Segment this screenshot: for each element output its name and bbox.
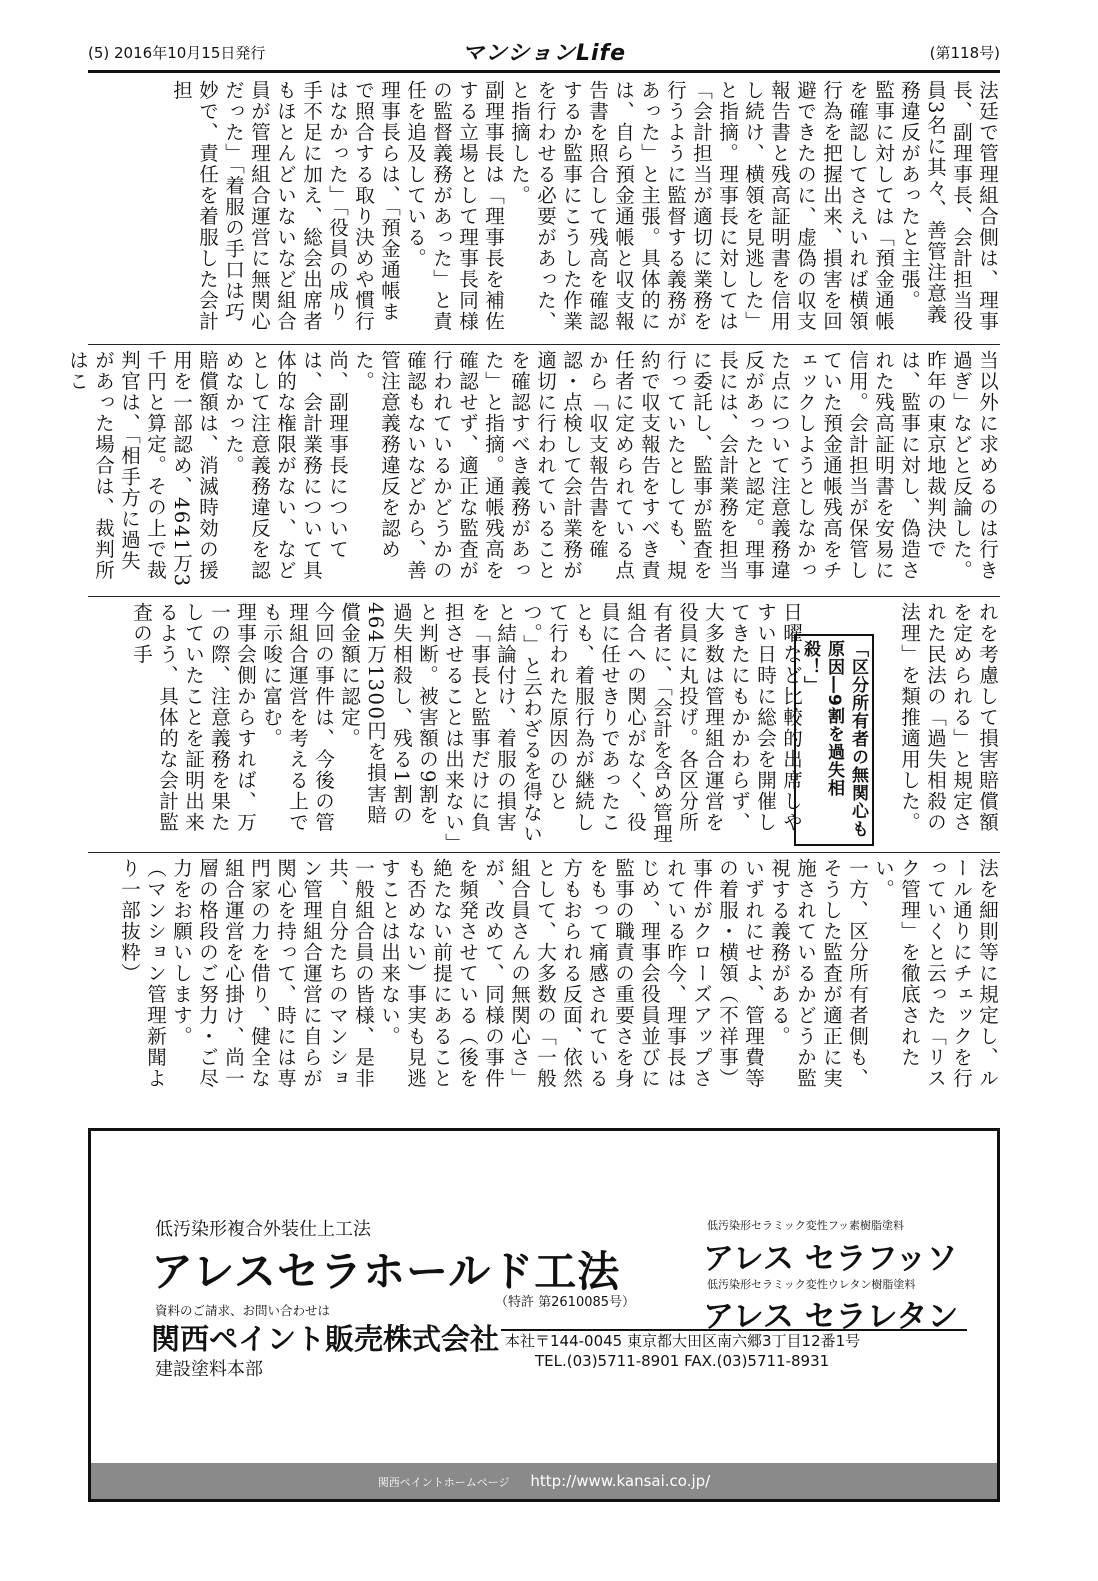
article-text-3a: れを考慮して損害賠償額を定められる」と規定された民法の「過失相殺の法理」を類推適用した。	[898, 602, 999, 833]
ad-inquiry: 資料のご請求、お問い合わせは	[155, 1303, 331, 1318]
article-band-4	[88, 858, 1000, 1104]
ad-company: 関西ペイント販売株式会社	[151, 1322, 500, 1356]
ad-department: 建設塗料本部	[155, 1359, 263, 1380]
header-rule	[88, 70, 1000, 73]
issue-number: (第118号)	[929, 44, 1000, 62]
ad-contact	[505, 1331, 860, 1371]
ad-address: 本社〒144-0045 東京都大田区南六郷3丁目12番1号	[505, 1332, 861, 1350]
band-divider-2	[88, 596, 1000, 597]
article-text-2: 当以外に求めるのは行き過ぎ」などと反論した。昨年の東京地裁判決では、監事に対し、偽造された残高証明書を安易に信用。会計担当が保管していた預金通帳残高をチェックしようとしなかった点について注意義務違反があったと認定。理事長には、会計業務を担当に委託し、監事が監査を行っていたとしても、規約で収支報告をすべき責任者に定められている点から「収支報告書を確認・点検して会計業務が適切に行われていることを確認すべき義務があった」と指摘。通帳残高を確認せず、適正な監査が行われているかどうかの確認もないなどから、善管注意義務違反を認めた。 尚、副理事長については、会計業務について具体的な権限がない、などとして注意義務違反を認めなかった。 賠償額は、消滅時効の援用を一部認め、4641万3千円と算定。その上で裁判官は、「相手方に過失があった場合は、裁判所はこ	[66, 350, 999, 588]
article-text-1: 法廷で管理組合側は、理事長、副理事長、会計担当役員3名に其々、善管注意義務違反があったと主張。 監事に対しては「預金通帳を確認してさえいれば横領行為を把握出来、損害を回避できたのに、虚偽の収支報告書と残高証明書を信用し続け、横領を見逃した」と指摘。理事長に対しては「会計担当が適切に業務を行うように監督する義務があった」と主張。具体的には、自ら預金通帳と収支報告書を照合して残高を確認するか監事にこうした作業を行わせる必要があった、と指摘した。 副理事長は「理事長を補佐する立場として理事長同様の監督義務があった」と責任を追及している。 理事長らは、「預金通帳まで照合する取り決めや慣行はなかった」「役員の成り手不足に加え、総会出席者もほとんどいないなど組合員が管理組合運営に無関心だった」「着服の手口は巧妙で、責任を着服した会計担	[170, 80, 999, 332]
band-divider-1	[88, 344, 1000, 345]
issue-date: (5) 2016年10月15日発行	[88, 44, 266, 62]
masthead: マンションLife	[461, 41, 627, 66]
ad-main-title: アレスセラホールド工法	[151, 1247, 621, 1296]
article-band-3	[88, 602, 1000, 846]
product1-desc: 低汚染形セラミック変性フッ素樹脂塗料	[707, 1219, 905, 1232]
ad-tagline: 低汚染形複合外装仕上工法	[155, 1219, 371, 1240]
product2-name: アレス セラレタン	[703, 1299, 959, 1335]
section-subheading: 「区分所有者の無関心も原因―9割を過失相殺！」	[794, 634, 874, 846]
ad-footer-url[interactable]: http://www.kansai.co.jp/	[530, 1472, 711, 1490]
article-text-3b: 日曜など比較的出席しやすい日時に総会を開催してきたにもかかわらず、大多数は管理組合運営を役員に丸投げ。各区分所有者に、「会計を含め管理組合への関心がなく、役員に任せきりであったことも、着服行為が継続して行われた原因のひとつ。」と云わざるを得ないと結論付け、着服の損害を「事長と監事だけに負担させることは出来ない」と判断。被害額の9割を過失相殺し、残る1割の464万1300円を損害賠償金額に認定。 今回の事件は、今後の管理組合運営を考える上でも示唆に富む。 理事会側からすれば、万一の際、注意義務を果たしていたことを証明出来るよう、具体的な会計監査の手	[130, 602, 803, 845]
product1-name: アレス セラフッソ	[703, 1241, 958, 1277]
band-divider-3	[88, 852, 1000, 853]
ad-footer	[91, 1463, 997, 1499]
ad-phone: TEL.(03)5711-8901 FAX.(03)5711-8931	[535, 1352, 830, 1370]
page-header	[88, 36, 1000, 70]
article-band-2	[66, 350, 1000, 590]
advertisement	[88, 1128, 1000, 1502]
article-band-1	[88, 80, 1000, 338]
article-text-4: 法を細則等に規定し、ルール通りにチェックを行っていくと云った「リスク管理」を徹底されたい。 一方、区分所有者側も、そうした監査が適正に実施されているかどうか監視する義務がある。 いずれにせよ、管理費等の着服・横領（不祥事）事件がクローズアップされている昨今、理事長はじめ、理事会役員並びに監事の職責の重要さを身をもって痛感されている方もおられる反面、依然として、大多数の「一般組合員さんの無関心さ」が、改めて、同様の事件を頻発させている（後を絶たない前提にあることも否めない）事実も見逃すことは出来ない。 一般組合員の皆様、是非共、自分たちのマンション管理組合運営に自らが関心を持って、時には専門家の力を借り、健全な組合運営を心掛け、尚一層の格段のご努力・ご尽力をお願いします。 （マンション管理新聞より一部抜粋）	[118, 858, 999, 1089]
product2-desc: 低汚染形セラミック変性ウレタン樹脂塗料	[707, 1278, 916, 1291]
ad-patent: （特許 第2610085号）	[495, 1295, 636, 1310]
ad-footer-label: 関西ペイントホームページ	[377, 1476, 510, 1489]
